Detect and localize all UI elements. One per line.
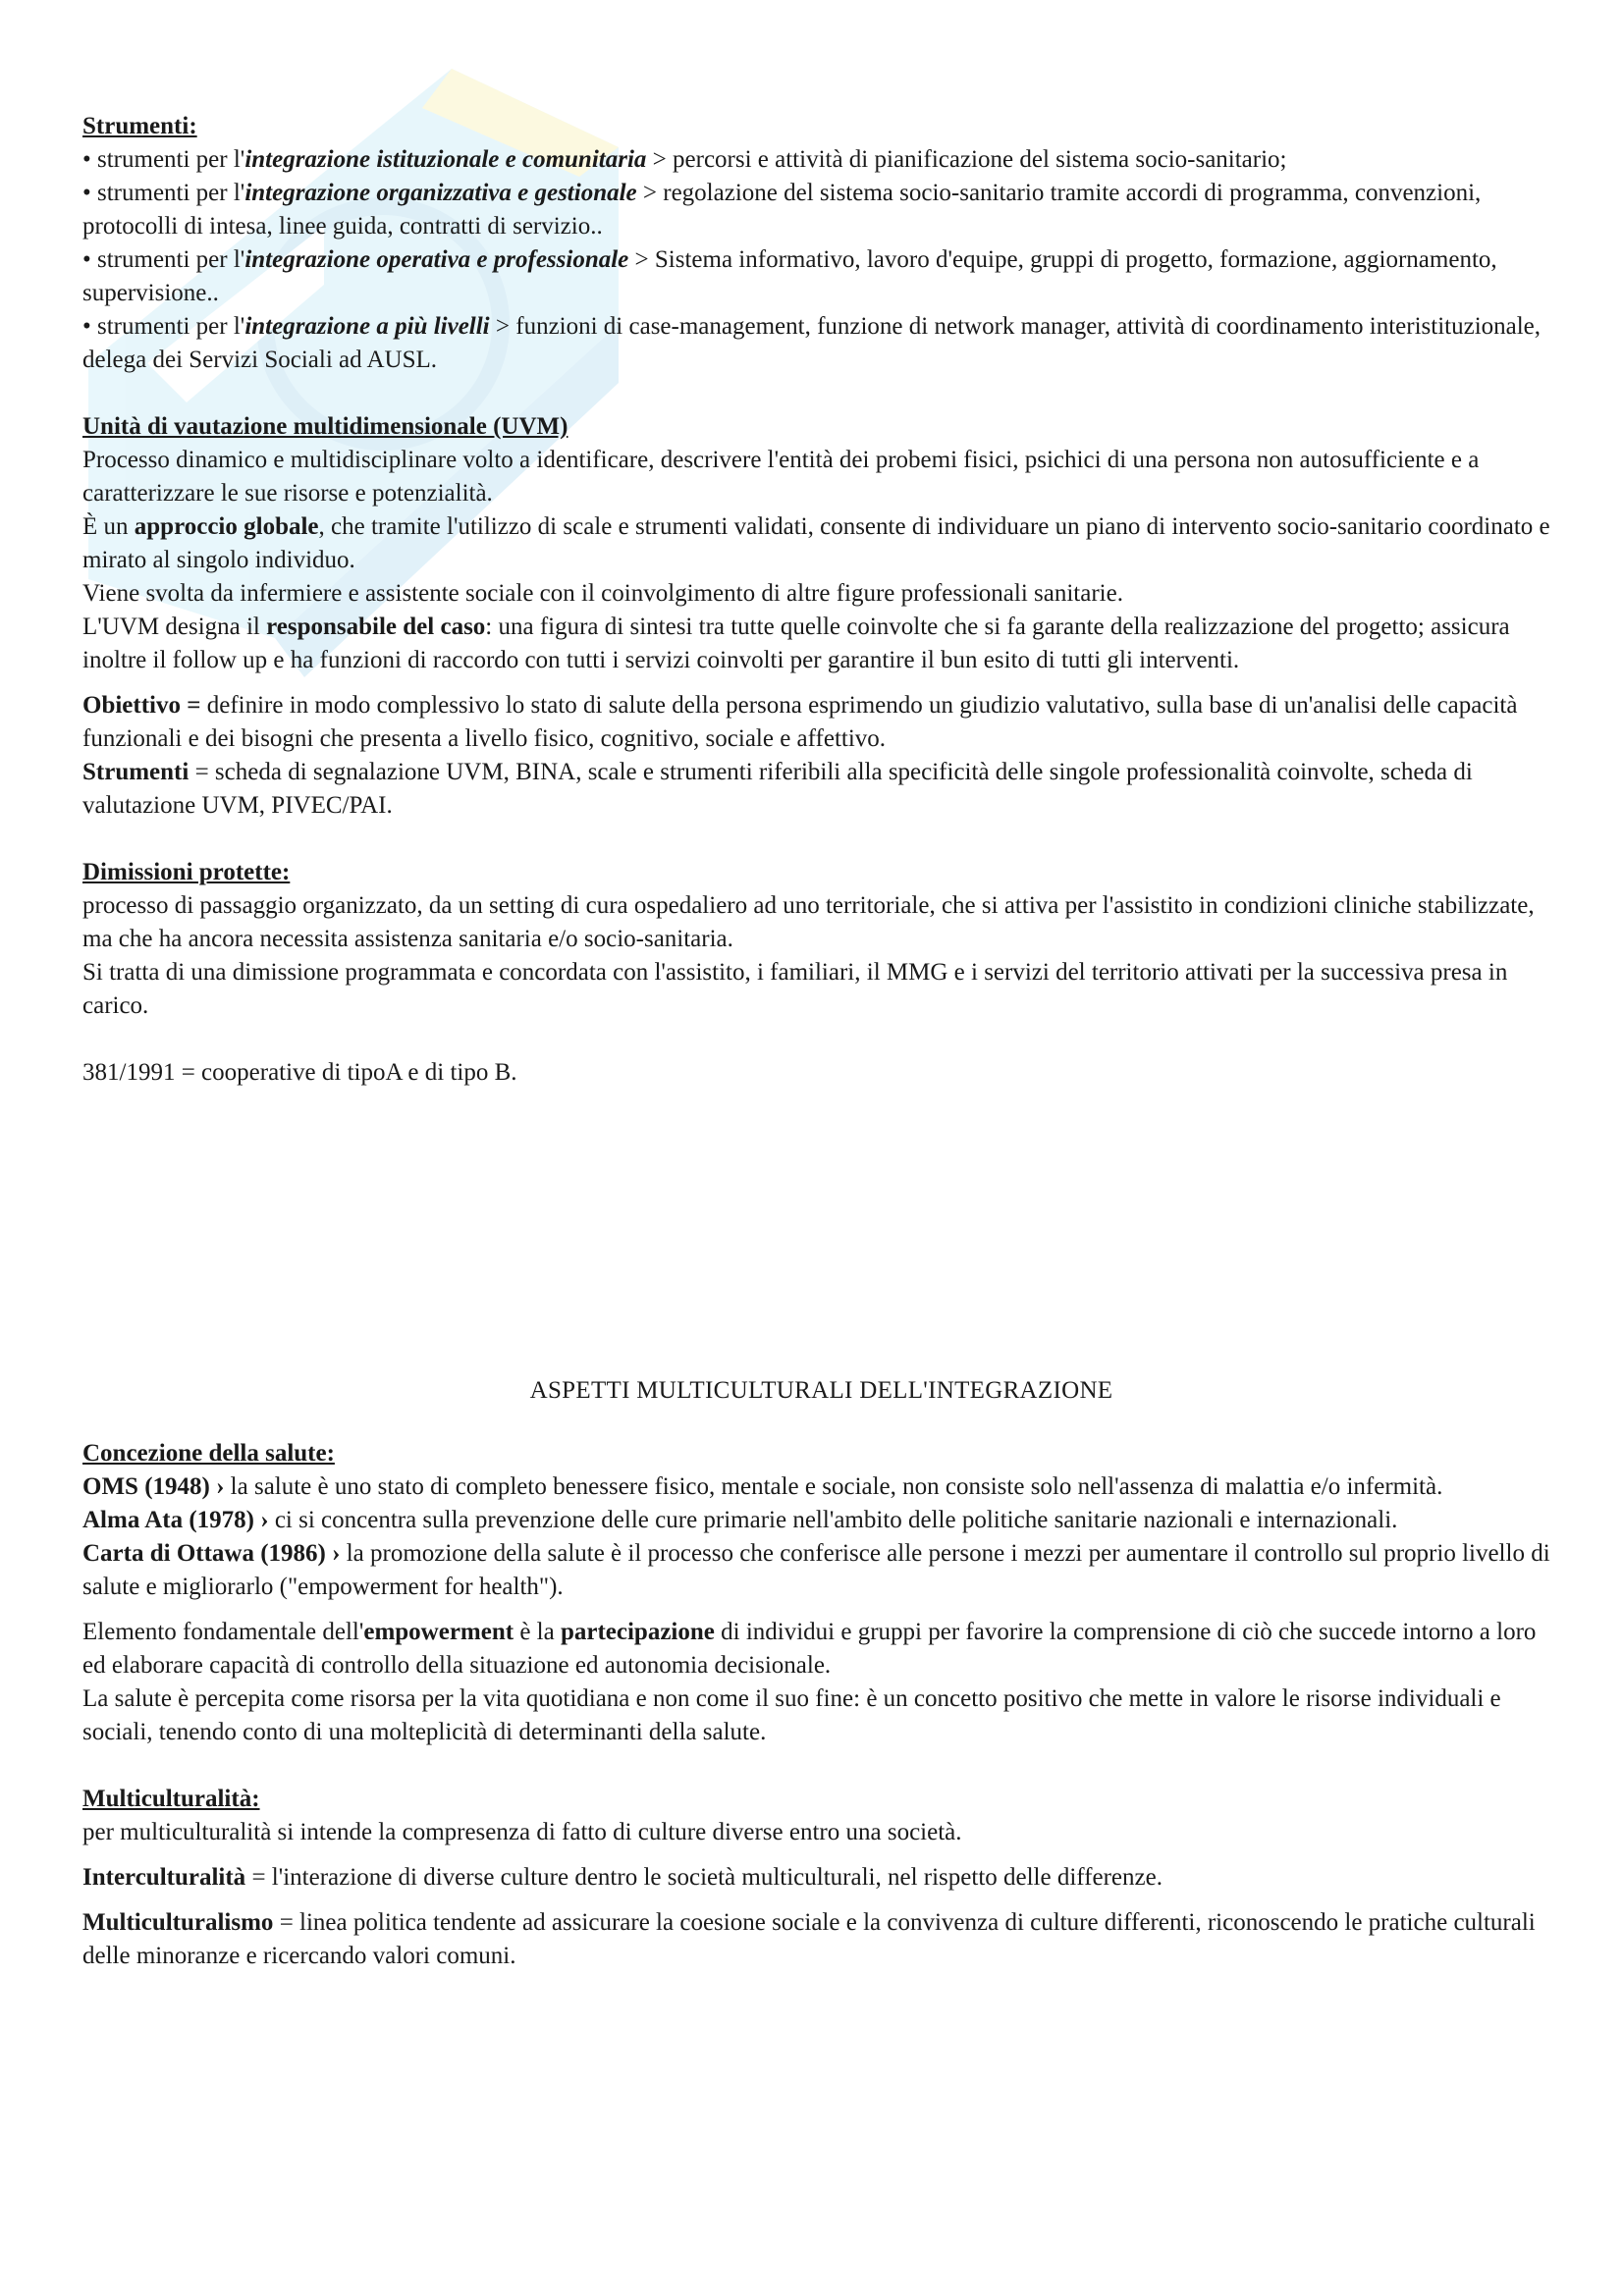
multi-heading: Multiculturalità: (82, 1786, 260, 1812)
strumenti-item-2: • strumenti per l'integrazione organizzativa e gestionale > regolazione del sistema socio-sanitario tramite accordi di programma, convenzioni, protocolli di intesa, linee guida, contratti di servizio.. (82, 180, 1482, 240)
uvm-paragraph-2: È un approccio globale, che tramite l'utilizzo di scale e strumenti validati, consente di individuare un piano di intervento socio-sanitario coordinato e mirato al singolo individuo. (82, 513, 1550, 573)
uvm-obiettivo: Obiettivo = definire in modo complessivo lo stato di salute della persona esprimendo un giudizio valutativo, sulla base di un'analisi delle capacità funzionali e dei bisogni che presenta a livello fisico, cognitivo, sociale e affettivo. (82, 692, 1518, 752)
strumenti-item-4: • strumenti per l'integrazione a più livelli > funzioni di case-management, funzione di network manager, attività di coordinamento interistituzionale, delega dei Servizi Sociali ad AUSL. (82, 313, 1542, 373)
keyword: integrazione istituzionale e comunitaria (244, 146, 647, 173)
salute-alma-ata: Alma Ata (1978) › ci si concentra sulla prevenzione delle cure primarie nell'ambito delle politiche sanitarie nazionali e internazionali. (82, 1507, 1398, 1533)
strumenti-heading: Strumenti: (82, 113, 197, 139)
cooperative-note: 381/1991 = cooperative di tipoA e di tipo B. (82, 1059, 517, 1086)
keyword: integrazione a più livelli (244, 313, 490, 340)
interculturalita: Interculturalità = l'interazione di diverse culture dentro le società multiculturali, nel rispetto delle differenze. (82, 1864, 1163, 1891)
salute-risorsa: La salute è percepita come risorsa per la vita quotidiana e non come il suo fine: è un concetto positivo che mette in valore le risorse individuali e sociali, tenendo conto di una molteplicità di determinanti della salute. (82, 1685, 1501, 1745)
salute-oms: OMS (1948) › la salute è uno stato di completo benessere fisico, mentale e sociale, non consiste solo nell'assenza di malattia e/o infermità. (82, 1473, 1443, 1500)
uvm-strumenti: Strumenti = scheda di segnalazione UVM, BINA, scale e strumenti riferibili alla specificità delle singole professionalità coinvolte, scheda di valutazione UVM, PIVEC/PAI. (82, 759, 1473, 819)
uvm-paragraph-4: L'UVM designa il responsabile del caso: una figura di sintesi tra tutte quelle coinvolte che si fa garante della realizzazione del progetto; assicura inoltre il follow up e ha funzioni di raccordo con tutti i servizi coinvolti per garantire il bun esito di tutti gli interventi. (82, 614, 1510, 673)
salute-ottawa: Carta di Ottawa (1986) › la promozione della salute è il processo che conferisce alle persone i mezzi per aumentare il controllo sul proprio livello di salute e migliorarlo ("empowerment for health"). (82, 1540, 1550, 1600)
multi-paragraph: per multiculturalità si intende la compresenza di fatto di culture diverse entro una società. (82, 1819, 962, 1845)
uvm-heading: Unità di vautazione multidimensionale (UVM) (82, 413, 568, 440)
salute-heading: Concezione della salute: (82, 1440, 335, 1467)
strumenti-item-3: • strumenti per l'integrazione operativa e professionale > Sistema informativo, lavoro d'equipe, gruppi di progetto, formazione, aggiornamento, supervisione.. (82, 246, 1497, 306)
uvm-paragraph-3: Viene svolta da infermiere e assistente sociale con il coinvolgimento di altre figure professionali sanitarie. (82, 580, 1123, 607)
keyword: integrazione organizzativa e gestionale (244, 180, 637, 206)
salute-empowerment: Elemento fondamentale dell'empowerment è la partecipazione di individui e gruppi per favorire la comprensione di ciò che succede intorno a loro ed elaborare capacità di controllo della situazione ed autonomia decisionale. (82, 1619, 1537, 1679)
section-title: ASPETTI MULTICULTURALI DELL'INTEGRAZIONE (529, 1377, 1113, 1404)
document-page (82, 110, 1560, 1973)
dimissioni-paragraph-1: processo di passaggio organizzato, da un setting di cura ospedaliero ad uno territoriale, che si attiva per l'assistito in condizioni cliniche stabilizzate, ma che ha ancora necessita assistenza sanitaria e/o socio-sanitaria. (82, 892, 1535, 952)
multiculturalismo: Multiculturalismo = linea politica tendente ad assicurare la coesione sociale e la convivenza di culture differenti, riconoscendo le pratiche culturali delle minoranze e ricercando valori comuni. (82, 1909, 1536, 1969)
keyword: integrazione operativa e professionale (244, 246, 629, 273)
uvm-paragraph-1: Processo dinamico e multidisciplinare volto a identificare, descrivere l'entità dei probemi fisici, psichici di una persona non autosufficiente e a caratterizzare le sue risorse e potenzialità. (82, 447, 1480, 507)
dimissioni-paragraph-2: Si tratta di una dimissione programmata e concordata con l'assistito, i familiari, il MMG e i servizi del territorio attivati per la successiva presa in carico. (82, 959, 1508, 1019)
dimissioni-heading: Dimissioni protette: (82, 859, 291, 885)
strumenti-item-1: • strumenti per l'integrazione istituzionale e comunitaria > percorsi e attività di pianificazione del sistema socio-sanitario; (82, 146, 1287, 173)
